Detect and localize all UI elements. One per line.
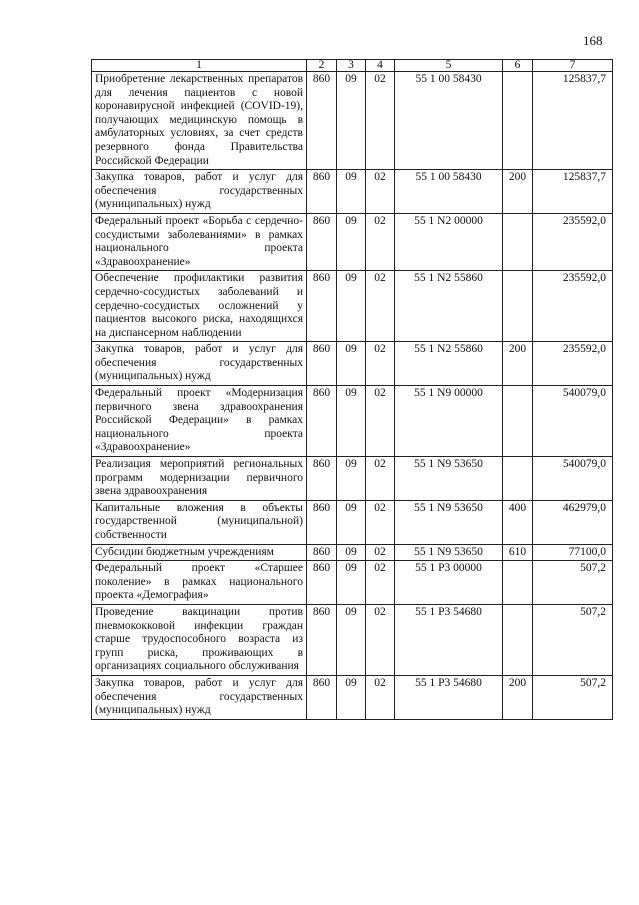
section-code-cell: 09 (337, 675, 366, 719)
amount-cell: 235592,0 (533, 271, 613, 342)
amount-cell: 507,2 (533, 561, 613, 605)
subsection-code-cell: 02 (366, 457, 395, 501)
subsection-code-cell: 02 (366, 170, 395, 214)
section-code-cell: 09 (337, 604, 366, 675)
section-code-cell: 09 (337, 386, 366, 457)
chapter-code-cell: 860 (307, 386, 337, 457)
row-name-cell: Обеспечение профилактики развития сердечно-сосудистых заболеваний и сердечно-сосудистых осложнений у пациентов высокого риска, находящихся на диспансерном наблюдении (92, 271, 307, 342)
subsection-code-cell: 02 (366, 544, 395, 561)
row-name-cell: Реализация мероприятий региональных программ модернизации первичного звена здравоохранения (92, 457, 307, 501)
row-name-cell: Федеральный проект «Борьба с сердечно-сосудистыми заболеваниями» в рамках национального проекта «Здравоохранение» (92, 213, 307, 270)
table-row (92, 604, 613, 675)
amount-cell: 462979,0 (533, 500, 613, 544)
chapter-code-cell: 860 (307, 675, 337, 719)
subsection-code-cell: 02 (366, 675, 395, 719)
row-name-cell: Приобретение лекарственных препаратов для лечения пациентов с новой коронавирусной инфекцией (COVID-19), получающих медицинскую помощь в амбулаторных условиях, за счет средств резервного фонда Правительства Российской Федерации (92, 72, 307, 170)
table-row (92, 561, 613, 605)
subsection-code-cell: 02 (366, 342, 395, 386)
chapter-code-cell: 860 (307, 271, 337, 342)
chapter-code-cell: 860 (307, 457, 337, 501)
table-row (92, 457, 613, 501)
row-name-cell: Федеральный проект «Старшее поколение» в рамках национального проекта «Демография» (92, 561, 307, 605)
amount-cell: 540079,0 (533, 457, 613, 501)
chapter-code-cell: 860 (307, 72, 337, 170)
target-article-cell: 55 1 N9 00000 (395, 386, 503, 457)
amount-cell: 235592,0 (533, 342, 613, 386)
section-code-cell: 09 (337, 561, 366, 605)
table-row (92, 500, 613, 544)
subsection-code-cell: 02 (366, 604, 395, 675)
expense-type-cell (503, 271, 533, 342)
table-body (92, 72, 613, 720)
expense-type-cell: 200 (503, 342, 533, 386)
expense-type-cell (503, 604, 533, 675)
chapter-code-cell: 860 (307, 561, 337, 605)
chapter-code-cell: 860 (307, 342, 337, 386)
column-header: 6 (503, 60, 533, 72)
chapter-code-cell: 860 (307, 604, 337, 675)
chapter-code-cell: 860 (307, 170, 337, 214)
target-article-cell: 55 1 P3 00000 (395, 561, 503, 605)
budget-table (91, 59, 613, 720)
subsection-code-cell: 02 (366, 72, 395, 170)
expense-type-cell (503, 457, 533, 501)
expense-type-cell: 200 (503, 170, 533, 214)
header-row (92, 60, 613, 72)
amount-cell: 540079,0 (533, 386, 613, 457)
column-header: 5 (395, 60, 503, 72)
target-article-cell: 55 1 00 58430 (395, 72, 503, 170)
section-code-cell: 09 (337, 271, 366, 342)
subsection-code-cell: 02 (366, 386, 395, 457)
target-article-cell: 55 1 N2 55860 (395, 342, 503, 386)
column-header: 3 (337, 60, 366, 72)
chapter-code-cell: 860 (307, 500, 337, 544)
expense-type-cell: 400 (503, 500, 533, 544)
table-row (92, 72, 613, 170)
column-header: 4 (366, 60, 395, 72)
target-article-cell: 55 1 N2 55860 (395, 271, 503, 342)
amount-cell: 235592,0 (533, 213, 613, 270)
expense-type-cell (503, 386, 533, 457)
amount-cell: 507,2 (533, 675, 613, 719)
section-code-cell: 09 (337, 72, 366, 170)
expense-type-cell (503, 72, 533, 170)
target-article-cell: 55 1 00 58430 (395, 170, 503, 214)
expense-type-cell (503, 213, 533, 270)
table-row (92, 544, 613, 561)
page-number: 168 (583, 33, 603, 48)
row-name-cell: Субсидии бюджетным учреждениям (92, 544, 307, 561)
target-article-cell: 55 1 P3 54680 (395, 675, 503, 719)
row-name-cell: Проведение вакцинации против пневмококковой инфекции граждан старше трудоспособного возраста из групп риска, проживающих в организациях социального обслуживания (92, 604, 307, 675)
row-name-cell: Закупка товаров, работ и услуг для обеспечения государственных (муниципальных) нужд (92, 675, 307, 719)
expense-type-cell: 610 (503, 544, 533, 561)
expense-type-cell: 200 (503, 675, 533, 719)
table-row (92, 170, 613, 214)
target-article-cell: 55 1 N9 53650 (395, 500, 503, 544)
table-row (92, 213, 613, 270)
amount-cell: 77100,0 (533, 544, 613, 561)
subsection-code-cell: 02 (366, 561, 395, 605)
table-row (92, 386, 613, 457)
amount-cell: 507,2 (533, 604, 613, 675)
table-row (92, 271, 613, 342)
chapter-code-cell: 860 (307, 213, 337, 270)
column-header: 7 (533, 60, 613, 72)
amount-cell: 125837,7 (533, 72, 613, 170)
amount-cell: 125837,7 (533, 170, 613, 214)
target-article-cell: 55 1 N9 53650 (395, 544, 503, 561)
row-name-cell: Капитальные вложения в объекты государственной (муниципальной) собственности (92, 500, 307, 544)
subsection-code-cell: 02 (366, 500, 395, 544)
table-row (92, 675, 613, 719)
target-article-cell: 55 1 N9 53650 (395, 457, 503, 501)
section-code-cell: 09 (337, 342, 366, 386)
section-code-cell: 09 (337, 170, 366, 214)
target-article-cell: 55 1 N2 00000 (395, 213, 503, 270)
column-header: 1 (92, 60, 307, 72)
row-name-cell: Закупка товаров, работ и услуг для обеспечения государственных (муниципальных) нужд (92, 170, 307, 214)
section-code-cell: 09 (337, 457, 366, 501)
section-code-cell: 09 (337, 544, 366, 561)
target-article-cell: 55 1 P3 54680 (395, 604, 503, 675)
chapter-code-cell: 860 (307, 544, 337, 561)
expense-type-cell (503, 561, 533, 605)
section-code-cell: 09 (337, 500, 366, 544)
subsection-code-cell: 02 (366, 213, 395, 270)
subsection-code-cell: 02 (366, 271, 395, 342)
row-name-cell: Закупка товаров, работ и услуг для обеспечения государственных (муниципальных) нужд (92, 342, 307, 386)
table-row (92, 342, 613, 386)
column-header: 2 (307, 60, 337, 72)
row-name-cell: Федеральный проект «Модернизация первичного звена здравоохранения Российской Федерации» в рамках национального проекта «Здравоохранение» (92, 386, 307, 457)
section-code-cell: 09 (337, 213, 366, 270)
